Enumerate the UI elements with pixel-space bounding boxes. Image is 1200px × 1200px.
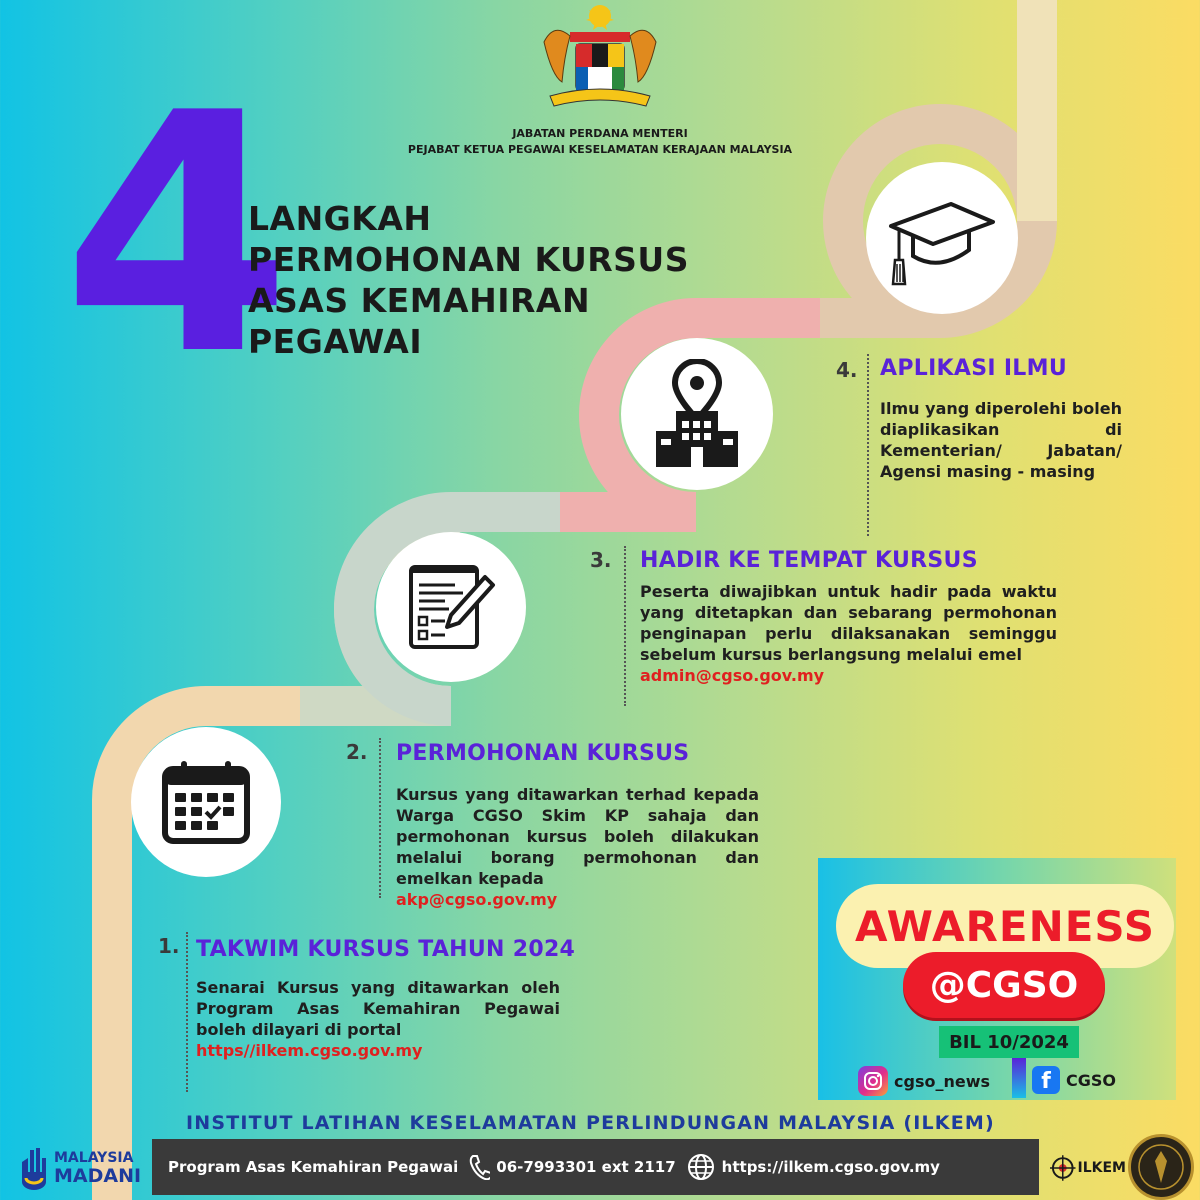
- phone-number[interactable]: 06-7993301 ext 2117: [496, 1158, 676, 1176]
- step1-number: 1.: [158, 934, 180, 958]
- step4-body: [880, 398, 1122, 482]
- awareness-handle-badge: [903, 952, 1105, 1018]
- step3-link[interactable]: admin@cgso.gov.my: [640, 666, 825, 685]
- globe-icon: [686, 1152, 716, 1182]
- ilkem-text: ILKEM: [1077, 1160, 1126, 1176]
- madani-line2: MADANI: [54, 1165, 142, 1187]
- facebook-icon: f: [1032, 1066, 1060, 1094]
- form-edit-icon: [405, 561, 497, 653]
- step2-title: PERMOHONAN KURSUS: [396, 741, 690, 766]
- instagram-text: cgso_news: [894, 1071, 990, 1091]
- step4-icon-circle: [866, 162, 1018, 314]
- social-divider: [1012, 1058, 1026, 1098]
- graduation-cap-icon: [887, 188, 997, 288]
- madani-line1: MALAYSIA: [54, 1150, 134, 1166]
- hero-title-line: ASAS KEMAHIRAN: [248, 281, 591, 320]
- step3-number: 3.: [590, 548, 612, 572]
- step4-text: Ilmu yang diperolehi boleh diaplikasikan di Kementerian/ Jabatan/ Agensi masing - masing: [880, 399, 1122, 481]
- step3-icon-circle: [621, 338, 773, 490]
- awareness-handle: @CGSO: [929, 964, 1079, 1006]
- step2-text: Kursus yang ditawarkan terhad kepada Warga CGSO Skim KP sahaja dan permohonan kursus boleh dilakukan melalui borang permohonan dan emelkan kepada: [396, 785, 759, 888]
- hero-title-line: PERMOHONAN KURSUS: [248, 240, 689, 279]
- instagram-icon: [858, 1066, 888, 1096]
- step2-link[interactable]: akp@cgso.gov.my: [396, 890, 558, 909]
- step3-body: [640, 581, 1057, 686]
- institute-name: INSTITUT LATIHAN KESELAMATAN PERLINDUNGAN MALAYSIA (ILKEM): [186, 1112, 995, 1134]
- coat-of-arms-icon: [530, 2, 670, 120]
- calendar-icon: [161, 759, 251, 845]
- hero-title-line: PEGAWAI: [248, 322, 423, 361]
- facebook-text: CGSO: [1066, 1070, 1116, 1090]
- step3-title: HADIR KE TEMPAT KURSUS: [640, 548, 978, 573]
- issue-badge: [939, 1026, 1079, 1058]
- cgso-seal-icon: [1128, 1134, 1194, 1200]
- program-name: Program Asas Kemahiran Pegawai: [168, 1158, 459, 1176]
- step3-text: Peserta diwajibkan untuk hadir pada waktu yang ditetapkan dan sebarang permohonan penginapan perlu dilaksanakan seminggu sebelum kursus berlangsung melalui emel: [640, 582, 1057, 664]
- step2-number: 2.: [346, 740, 368, 764]
- step2-divider: [379, 738, 381, 898]
- agency-line2: PEJABAT KETUA PEGAWAI KESELAMATAN KERAJAAN MALAYSIA: [407, 143, 793, 156]
- step1-icon-circle: [131, 727, 281, 877]
- step2-icon-circle: [376, 532, 526, 682]
- step1-link[interactable]: https//ilkem.cgso.gov.my: [196, 1041, 423, 1060]
- step4-divider: [867, 354, 869, 536]
- step4-title: APLIKASI ILMU: [880, 356, 1067, 381]
- website-link[interactable]: https://ilkem.cgso.gov.my: [721, 1158, 940, 1176]
- step4-number: 4.: [836, 358, 858, 382]
- hero-title-line: LANGKAH: [248, 199, 432, 238]
- ilkem-target-icon: [1050, 1155, 1076, 1181]
- location-building-icon: [652, 359, 742, 469]
- hero-number: 4: [62, 43, 282, 427]
- agency-line1: JABATAN PERDANA MENTERI: [512, 127, 688, 140]
- issue-number: BIL 10/2024: [949, 1031, 1069, 1053]
- madani-hand-icon: [18, 1144, 50, 1190]
- awareness-word: AWARENESS: [854, 901, 1156, 951]
- step1-text: Senarai Kursus yang ditawarkan oleh Program Asas Kemahiran Pegawai boleh dilayari di portal: [196, 978, 560, 1039]
- facebook-handle[interactable]: [1032, 1066, 1116, 1094]
- ilkem-logo: [1050, 1140, 1126, 1196]
- step3-divider: [624, 546, 626, 706]
- step1-divider: [186, 932, 188, 1092]
- malaysia-madani-logo: [18, 1138, 148, 1196]
- step2-body: [396, 784, 759, 910]
- instagram-handle[interactable]: [858, 1066, 990, 1096]
- step1-body: [196, 977, 560, 1061]
- footer-bar: [152, 1139, 1039, 1195]
- step1-title: TAKWIM KURSUS TAHUN 2024: [196, 937, 576, 962]
- phone-icon: [468, 1154, 490, 1180]
